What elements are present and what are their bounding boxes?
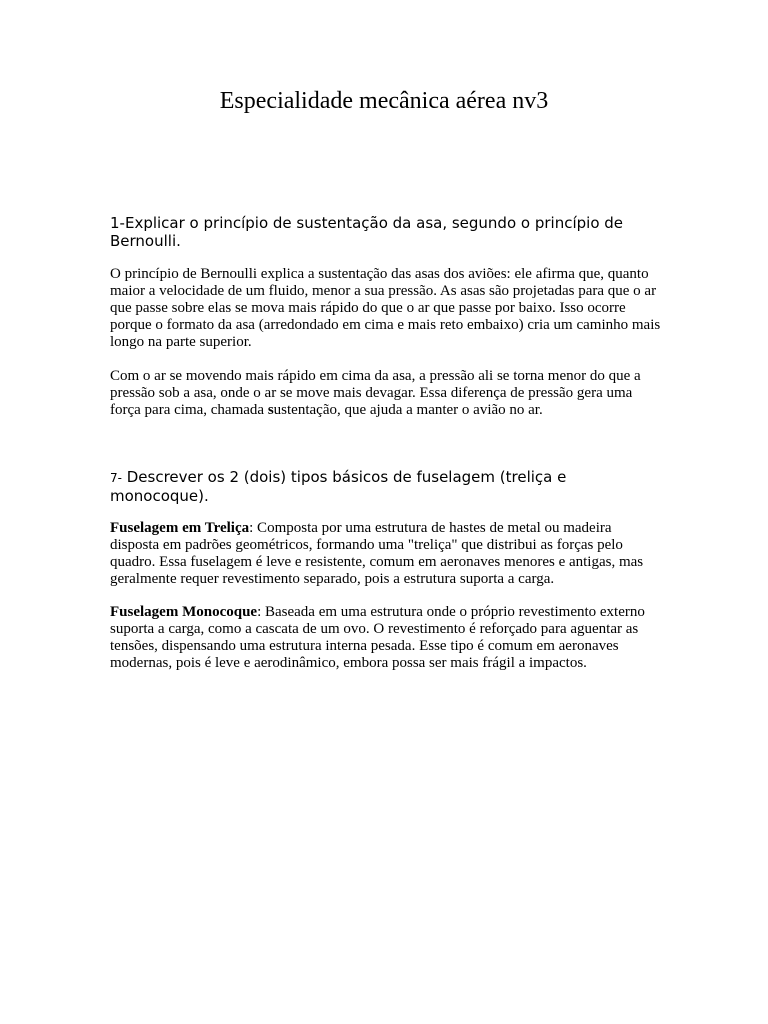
answer-1-paragraph-2-bold-letter: s (267, 402, 274, 418)
trelica-description: : Composta por uma estrutura de hastes de metal ou madeira disposta em padrões geométricos, formando uma "treliça" que distribui as forças pelo quadro. Essa fuselagem é leve e resistente, comum em aeronaves menores e antigas, mas geralmente requer revestimento separado, pois a estrutura suporta a carga. (110, 520, 644, 587)
monocoque-description: : Baseada em uma estrutura onde o próprio revestimento externo suporta a carga, como a cascata de um ovo. O revestimento é reforçado para aguentar as tensões, dispensando uma estrutura interna pesada. Esse tipo é comum em aeronaves modernas, pois é leve e aerodinâmico, embora possa ser mais frágil a impactos. (110, 604, 645, 671)
trelica-term: Fuselagem em Treliça (110, 520, 250, 536)
answer-2-monocoque (110, 604, 662, 672)
question-2-text: Descrever os 2 (dois) tipos básicos de fuselagem (treliça e monocoque). (110, 468, 567, 505)
monocoque-term: Fuselagem Monocoque (110, 604, 258, 620)
answer-1-paragraph-2-start: Com o ar se movendo mais rápido em cima da asa, a pressão ali se torna menor do que a pressão sob a asa, onde o ar se move mais devagar. Essa diferença de pressão gera uma força para cima, chamada (110, 368, 641, 418)
document-title: Especialidade mecânica aérea nv3 (219, 88, 549, 114)
question-1-number: 1- (110, 214, 125, 232)
answer-1-paragraph-1: O princípio de Bernoulli explica a sustentação das asas dos aviões: ele afirma que, quanto maior a velocidade de um fluido, menor a sua pressão. As asas são projetadas para que o ar que passe sobre elas se mova mais rápido do que o ar que passe por baixo. Isso ocorre porque o formato da asa (arredondado em cima e mais reto embaixo) cria um caminho mais longo na parte superior. (110, 266, 661, 350)
answer-1-paragraph-2-end: ustentação, que ajuda a manter o avião no ar. (273, 402, 543, 418)
question-2-number: 7- (110, 471, 122, 485)
answer-1-paragraph-2 (110, 368, 662, 419)
question-2 (110, 468, 662, 505)
question-1-text: Explicar o princípio de sustentação da asa, segundo o princípio de Bernoulli. (110, 214, 624, 250)
question-1 (110, 214, 662, 250)
answer-2-trelica (110, 520, 662, 588)
